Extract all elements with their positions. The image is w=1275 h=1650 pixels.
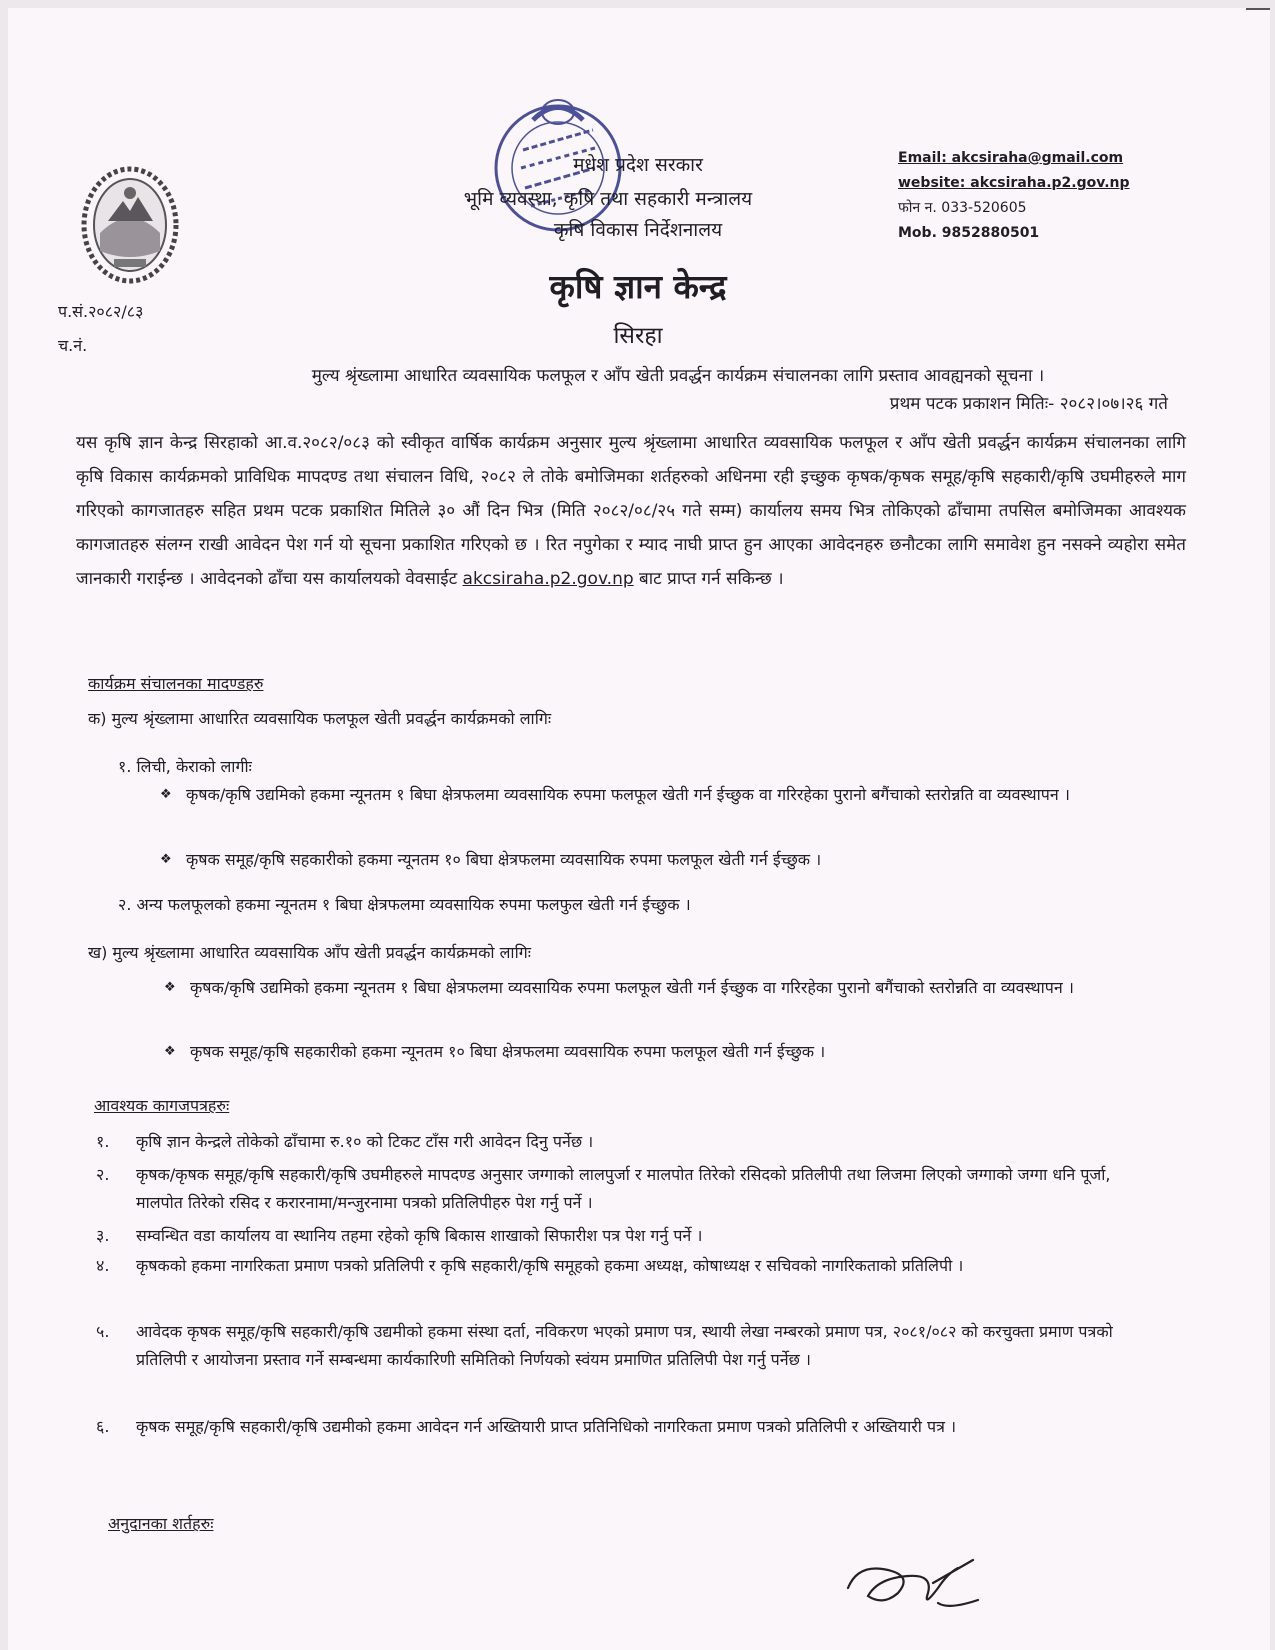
criteria-b-bullet-1 <box>164 974 1140 1002</box>
reference-cn: च.नं. <box>58 336 88 355</box>
item-number: ३. <box>96 1226 110 1245</box>
reference-ps: प.सं.२०८२/८३ <box>58 302 144 321</box>
contact-block <box>898 146 1130 246</box>
website-link[interactable]: akcsiraha.p2.gov.np <box>462 569 634 589</box>
criteria-a1: १. लिची, केराको लागीः <box>118 757 252 776</box>
criteria-a-title: क) मुल्य श्रृंख्लामा आधारित व्यवसायिक फलफूल खेती प्रवर्द्धन कार्यक्रमको लागिः <box>88 709 552 728</box>
bullet-text: कृषक/कृषि उद्यमिको हकमा न्यूनतम १ बिघा क्षेत्रफलमा व्यवसायिक रुपमा फलफूल खेती गर्न ईच्छुक वा गरिरहेका पुरानो बगैंचाको स्तरोन्नति वा व्यवस्थापन । <box>190 978 1074 997</box>
notice-paragraph <box>76 426 1186 596</box>
documents-heading: आवश्यक कागजपत्रहरुः <box>94 1096 230 1115</box>
bullet-text: कृषक समूह/कृषि सहकारीको हकमा न्यूनतम १० बिघा क्षेत्रफलमा व्यवसायिक रुपमा फलफूल खेती गर्न ईच्छुक । <box>190 1042 826 1061</box>
paragraph-text: यस कृषि ज्ञान केन्द्र सिरहाको आ.व.२०८२/०८३ को स्वीकृत वार्षिक कार्यक्रम अनुसार मुल्य श्रृंख्लामा आधारित व्यवसायिक फलफूल र आँप खेती प्रवर्द्धन कार्यक्रम संचालनका लागि कृषि विकास कार्यक्रमको प्राविधिक मापदण्ड तथा संचालन विधि, २०८२ ले तोके बमोजिमका शर्तहरुको अधिनमा रही इच्छुक कृषक/कृषक समूह/कृषि सहकारी/कृषि उघमीहरुले माग गरिएको कागजातहरु सहित प्रथम पटक प्रकाशित मितिले ३० औं दिन भित्र (मिति २०८२/०८/२५ गते सम्म) कार्यालय समय भित्र तोकिएको ढाँचामा तपसिल बमोजिमका आवश्यक कागजातहरु संलग्न राखी आवेदन पेश गर्न यो सूचना प्रकाशित गरिएको छ । रित नपुगेका र म्याद नाघी प्राप्त हुन आएका आवेदनहरु छनौटका लागि समावेश हुन नसक्ने व्यहोरा समेत जानकारी गराईन्छ । आवेदनको ढाँचा यस कार्यालयको वेवसाईट <box>76 433 1186 589</box>
contact-phone: फोन न. 033-520605 <box>898 200 1027 216</box>
document-item <box>96 1161 1146 1217</box>
item-text: कृषि ज्ञान केन्द्रले तोकेको ढाँचामा रु.१० को टिकट टाँस गरी आवेदन दिनु पर्नेछ । <box>136 1132 594 1151</box>
directorate-name: कृषि विकास निर्देशनालय <box>553 219 723 241</box>
office-title: कृषि ज्ञान केन्द्र <box>549 267 727 306</box>
document-item <box>96 1413 1146 1441</box>
bullet-text: कृषक समूह/कृषि सहकारीको हकमा न्यूनतम १० बिघा क्षेत्रफलमा व्यवसायिक रुपमा फलफूल खेती गर्न ईच्छुक । <box>186 850 822 869</box>
document-item <box>96 1252 1146 1280</box>
document-item <box>96 1222 1146 1250</box>
criteria-a2: २. अन्य फलफूलको हकमा न्यूनतम १ बिघा क्षेत्रफलमा व्यवसायिक रुपमा फलफुल खेती गर्न ईच्छुक । <box>118 895 691 914</box>
criteria-b-bullet-2 <box>164 1038 1140 1066</box>
item-number: २. <box>96 1165 110 1184</box>
item-text: कृषक समूह/कृषि सहकारी/कृषि उद्यमीको हकमा आवेदन गर्न अख्तियारी प्राप्त प्रतिनिधिको नागरिकता प्रमाण पत्रको प्रतिलिपी र अख्तियारी पत्र । <box>136 1417 957 1436</box>
criteria-heading: कार्यक्रम संचालनका मादण्डहरु <box>88 674 264 693</box>
item-number: ६. <box>96 1417 110 1436</box>
criteria-a1-bullet-1 <box>160 781 1136 809</box>
document-item <box>96 1318 1146 1374</box>
scan-edge-mark <box>1246 8 1270 10</box>
notice-title: मुल्य श्रृंख्लामा आधारित व्यवसायिक फलफूल र आँप खेती प्रवर्द्धन कार्यक्रम संचालनका लागि प्रस्ताव आवह्यनको सूचना । <box>311 366 1045 386</box>
publication-date: प्रथम पटक प्रकाशन मितिः- २०८२।०७।२६ गते <box>889 394 1168 414</box>
item-text: आवेदक कृषक समूह/कृषि सहकारी/कृषि उद्यमीको हकमा संस्था दर्ता, नविकरण भएको प्रमाण पत्र, स्थायी लेखा नम्बरको प्रमाण पत्र, २०८१/०८२ को करचुक्ता प्रमाण पत्रको प्रतिलिपी र आयोजना प्रस्ताव गर्ने सम्बन्धमा कार्यकारिणी समितिको निर्णयको स्वंयम प्रमाणित प्रतिलिपी पेश गर्नु पर्नेछ । <box>136 1322 1113 1369</box>
diamond-bullet-icon: ❖ <box>160 787 172 802</box>
gov-name: मधेश प्रदेश सरकार <box>573 154 703 176</box>
contact-mobile: Mob. 9852880501 <box>898 225 1040 241</box>
diamond-bullet-icon: ❖ <box>164 980 176 995</box>
office-location: सिरहा <box>613 323 663 349</box>
item-text: कृषक/कृषक समूह/कृषि सहकारी/कृषि उघमीहरुले मापदण्ड अनुसार जग्गाको लालपुर्जा र मालपोत तिरेको रसिदको प्रतिलीपी तथा लिजमा लिएको जग्गाको जग्गा धनि पूर्जा, मालपोत तिरेको रसिद र करारनामा/मन्जुरनामा पत्रको प्रतिलिपीहरु पेश गर्नु पर्ने । <box>136 1165 1111 1212</box>
item-text: कृषकको हकमा नागरिकता प्रमाण पत्रको प्रतिलिपी र कृषि सहकारी/कृषि समूहको हकमा अध्यक्ष, कोषाध्यक्ष र सचिवको नागरिकताको प्रतिलिपी । <box>136 1256 964 1275</box>
document-item <box>96 1128 1146 1156</box>
document-page <box>8 8 1270 1650</box>
item-number: १. <box>96 1132 110 1151</box>
contact-website[interactable]: website: akcsiraha.p2.gov.np <box>898 175 1130 191</box>
item-number: ५. <box>96 1322 110 1341</box>
nepal-emblem-icon <box>78 163 183 288</box>
signature-icon <box>838 1548 988 1618</box>
grant-heading: अनुदानका शर्तहरुः <box>108 1514 214 1533</box>
paragraph-text-end: बाट प्राप्त गर्न सकिन्छ । <box>633 569 784 589</box>
ministry-name: भूमि व्यवस्था, कृषि तथा सहकारी मन्त्रालय <box>463 188 753 210</box>
item-number: ४. <box>96 1256 110 1275</box>
criteria-b-title: ख) मुल्य श्रृंख्लामा आधारित व्यवसायिक आँप खेती प्रवर्द्धन कार्यक्रमको लागिः <box>88 943 531 962</box>
criteria-a1-bullet-2 <box>160 846 1136 874</box>
diamond-bullet-icon: ❖ <box>160 852 172 867</box>
bullet-text: कृषक/कृषि उद्यमिको हकमा न्यूनतम १ बिघा क्षेत्रफलमा व्यवसायिक रुपमा फलफूल खेती गर्न ईच्छुक वा गरिरहेका पुरानो बगैंचाको स्तरोन्नति वा व्यवस्थापन । <box>186 785 1070 804</box>
diamond-bullet-icon: ❖ <box>164 1044 176 1059</box>
contact-email[interactable]: Email: akcsiraha@gmail.com <box>898 150 1124 166</box>
item-text: सम्वन्धित वडा कार्यालय वा स्थानिय तहमा रहेको कृषि बिकास शाखाको सिफारीश पत्र पेश गर्नु पर्ने । <box>136 1226 703 1245</box>
